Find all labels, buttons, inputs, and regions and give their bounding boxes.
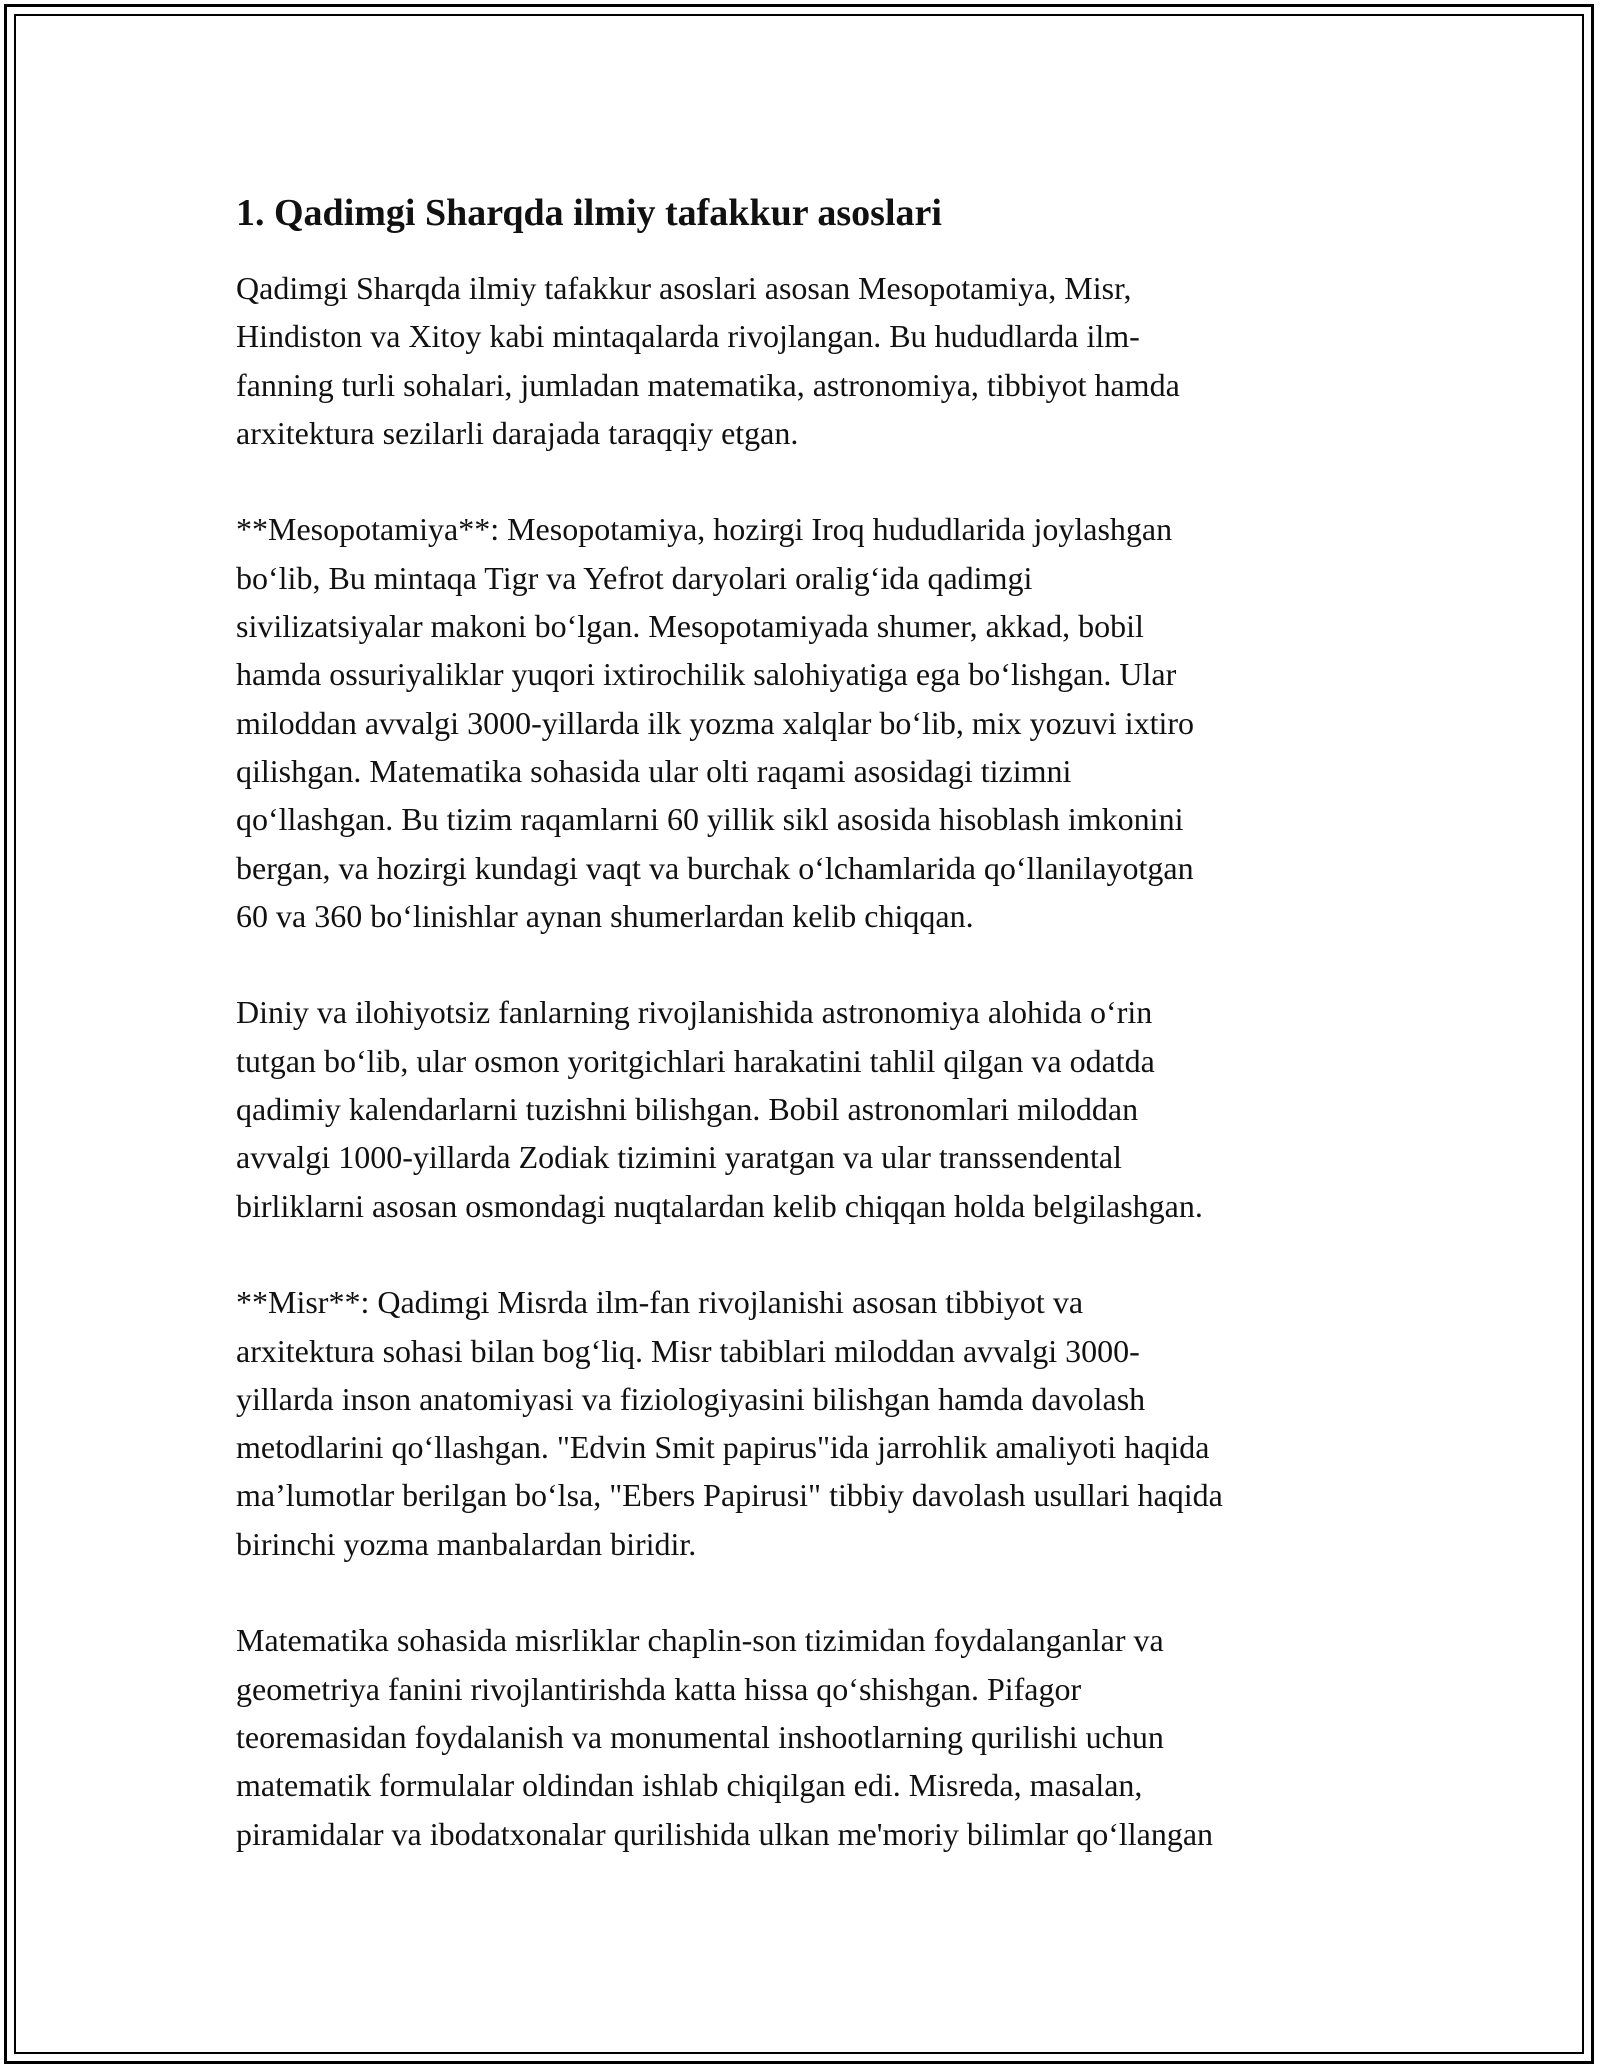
text-line: geometriya fanini rivojlantirishda katta hissa qo‘shishgan. Pifagor (236, 1670, 1082, 1707)
section-heading: 1. Qadimgi Sharqda ilmiy tafakkur asoslari (236, 192, 942, 234)
paragraph-astronomy (236, 988, 1396, 1229)
text-line: qilishgan. Matematika sohasida ular olti raqami asosidagi tizimni (236, 752, 1072, 789)
paragraph-mesopotamia (236, 505, 1396, 940)
text-line: avvalgi 1000-yillarda Zodiak tizimini yaratgan va ular transsendental (236, 1139, 1122, 1176)
text-line: sivilizatsiyalar makoni bo‘lgan. Mesopotamiyada shumer, akkad, bobil (236, 608, 1144, 645)
text-line: bo‘lib, Bu mintaqa Tigr va Yefrot daryolari oralig‘ida qadimgi (236, 559, 1033, 596)
text-line: arxitektura sohasi bilan bog‘liq. Misr tabiblari miloddan avvalgi 3000- (236, 1332, 1140, 1369)
text-line: miloddan avvalgi 3000-yillarda ilk yozma xalqlar bo‘lib, mix yozuvi ixtiro (236, 704, 1195, 741)
text-line: qo‘llashgan. Bu tizim raqamlarni 60 yillik sikl asosida hisoblash imkonini (236, 801, 1184, 838)
paragraph-egypt-mathematics (236, 1616, 1396, 1857)
text-line: 60 va 360 bo‘linishlar aynan shumerlardan kelib chiqqan. (236, 897, 974, 934)
text-line: hamda ossuriyaliklar yuqori ixtirochilik salohiyatiga ega bo‘lishgan. Ular (236, 656, 1177, 693)
text-line: Matematika sohasida misrliklar chaplin-son tizimidan foydalanganlar va (236, 1622, 1164, 1659)
text-line: birliklarni asosan osmondagi nuqtalardan kelib chiqqan holda belgilashgan. (236, 1187, 1203, 1224)
text-line: yillarda inson anatomiyasi va fiziologiyasini bilishgan hamda davolash (236, 1380, 1146, 1417)
text-line: metodlarini qo‘llashgan. "Edvin Smit papirus"ida jarrohlik amaliyoti haqida (236, 1429, 1210, 1466)
text-line: Qadimgi Sharqda ilmiy tafakkur asoslari asosan Mesopotamiya, Misr, (236, 270, 1132, 306)
paragraph-egypt (236, 1278, 1396, 1568)
text-line: teoremasidan foydalanish va monumental inshootlarning qurilishi uchun (236, 1718, 1164, 1755)
text-line: birinchi yozma manbalardan biridir. (236, 1525, 697, 1562)
text-line: Hindiston va Xitoy kabi mintaqalarda rivojlangan. Bu hududlarda ilm- (236, 318, 1140, 355)
text-line: **Misr**: Qadimgi Misrda ilm-fan rivojlanishi asosan tibbiyot va (236, 1284, 1084, 1321)
paragraph-intro (236, 264, 1396, 457)
text-line: **Mesopotamiya**: Mesopotamiya, hozirgi Iroq hududlarida joylashgan (236, 511, 1173, 548)
text-line: qadimiy kalendarlarni tuzishni bilishgan. Bobil astronomlari miloddan (236, 1091, 1139, 1128)
document-body (236, 186, 1396, 1906)
text-line: piramidalar va ibodatxonalar qurilishida ulkan me'moriy bilimlar qo‘llangan (236, 1815, 1214, 1852)
text-line: matematik formulalar oldindan ishlab chiqilgan edi. Misreda, masalan, (236, 1767, 1143, 1804)
text-line: ma’lumotlar berilgan bo‘lsa, "Ebers Papirusi" tibbiy davolash usullari haqida (236, 1477, 1223, 1514)
text-line: bergan, va hozirgi kundagi vaqt va burchak o‘lchamlarida qo‘llanilayotgan (236, 849, 1194, 886)
text-line: Diniy va ilohiyotsiz fanlarning rivojlanishida astronomiya alohida o‘rin (236, 994, 1153, 1031)
text-line: tutgan bo‘lib, ular osmon yoritgichlari harakatini tahlil qilgan va odatda (236, 1042, 1155, 1079)
text-line: fanning turli sohalari, jumladan matematika, astronomiya, tibbiyot hamda (236, 366, 1180, 403)
text-line: arxitektura sezilarli darajada taraqqiy etgan. (236, 414, 799, 451)
